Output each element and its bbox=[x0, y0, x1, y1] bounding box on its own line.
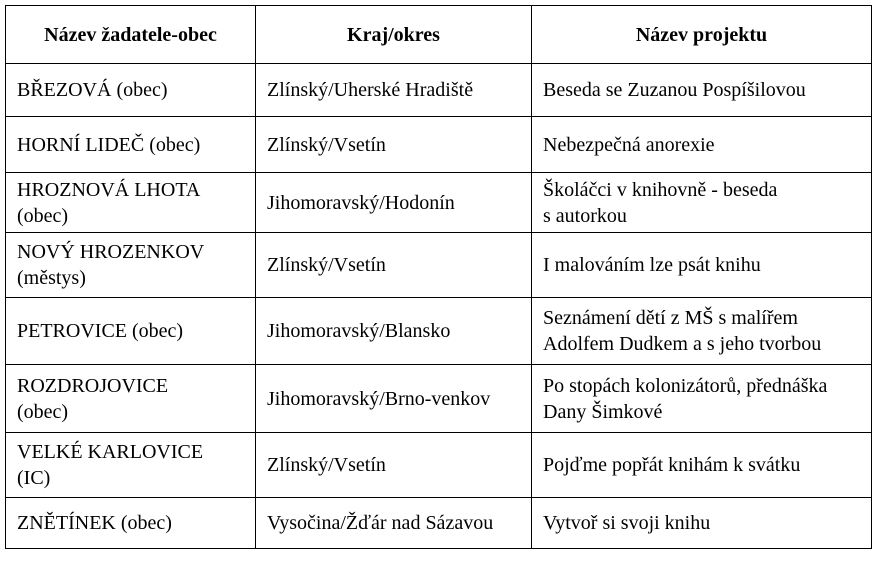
project-cell bbox=[532, 433, 872, 498]
applicant-text: ROZDROJOVICE (obec) bbox=[17, 374, 169, 423]
applicant-text: HROZNOVÁ LHOTA (obec) bbox=[17, 178, 201, 227]
project-text: Nebezpečná anorexie bbox=[543, 133, 715, 156]
header-project: Název projektu bbox=[532, 6, 872, 64]
table-row bbox=[6, 298, 872, 365]
region-cell bbox=[256, 117, 532, 173]
region-cell bbox=[256, 64, 532, 117]
table-row bbox=[6, 498, 872, 549]
header-row bbox=[6, 6, 872, 64]
table-row bbox=[6, 117, 872, 173]
project-cell bbox=[532, 64, 872, 117]
region-cell bbox=[256, 365, 532, 433]
applicant-cell bbox=[6, 365, 256, 433]
table-row bbox=[6, 233, 872, 298]
project-cell bbox=[532, 173, 872, 233]
project-text: Po stopách kolonizátorů, přednáška Dany Šimkové bbox=[543, 374, 828, 423]
applicant-text: HORNÍ LIDEČ (obec) bbox=[17, 133, 201, 156]
table-row bbox=[6, 64, 872, 117]
project-text: Seznámení dětí z MŠ s malířem Adolfem Dudkem a s jeho tvorbou bbox=[543, 307, 822, 355]
project-text: Školáčci v knihovně - beseda s autorkou bbox=[543, 178, 778, 227]
region-text: Jihomoravský/Hodonín bbox=[267, 191, 455, 214]
region-text: Zlínský/Vsetín bbox=[267, 454, 386, 476]
applicant-cell bbox=[6, 298, 256, 365]
applicant-cell bbox=[6, 173, 256, 233]
project-cell bbox=[532, 117, 872, 173]
project-text: Pojďme popřát knihám k svátku bbox=[543, 454, 801, 476]
applicant-cell bbox=[6, 498, 256, 549]
region-text: Vysočina/Žďár nad Sázavou bbox=[267, 512, 494, 534]
region-text: Zlínský/Uherské Hradiště bbox=[267, 79, 474, 101]
table-row bbox=[6, 365, 872, 433]
region-text: Jihomoravský/Brno-venkov bbox=[267, 387, 491, 410]
project-cell bbox=[532, 298, 872, 365]
region-text: Zlínský/Vsetín bbox=[267, 254, 386, 276]
project-cell bbox=[532, 365, 872, 433]
applicant-text: ZNĚTÍNEK (obec) bbox=[17, 512, 172, 534]
applicant-cell bbox=[6, 64, 256, 117]
applicant-cell bbox=[6, 433, 256, 498]
region-cell bbox=[256, 298, 532, 365]
region-cell bbox=[256, 433, 532, 498]
applicant-text: BŘEZOVÁ (obec) bbox=[17, 79, 168, 101]
header-region: Kraj/okres bbox=[256, 6, 532, 64]
project-text: Vytvoř si svoji knihu bbox=[543, 512, 711, 534]
region-cell bbox=[256, 233, 532, 298]
grants-table bbox=[5, 5, 872, 549]
applicant-cell bbox=[6, 233, 256, 298]
header-applicant: Název žadatele-obec bbox=[6, 6, 256, 64]
region-cell bbox=[256, 498, 532, 549]
project-cell bbox=[532, 498, 872, 549]
applicant-cell bbox=[6, 117, 256, 173]
project-text: Beseda se Zuzanou Pospíšilovou bbox=[543, 79, 806, 101]
applicant-text: VELKÉ KARLOVICE (IC) bbox=[17, 441, 204, 489]
applicant-text: NOVÝ HROZENKOV (městys) bbox=[17, 241, 205, 289]
project-cell bbox=[532, 233, 872, 298]
applicant-text: PETROVICE (obec) bbox=[17, 320, 184, 342]
region-text: Zlínský/Vsetín bbox=[267, 133, 386, 156]
table-row bbox=[6, 173, 872, 233]
table-row bbox=[6, 433, 872, 498]
project-text: I malováním lze psát knihu bbox=[543, 254, 761, 276]
region-cell bbox=[256, 173, 532, 233]
region-text: Jihomoravský/Blansko bbox=[267, 320, 451, 342]
